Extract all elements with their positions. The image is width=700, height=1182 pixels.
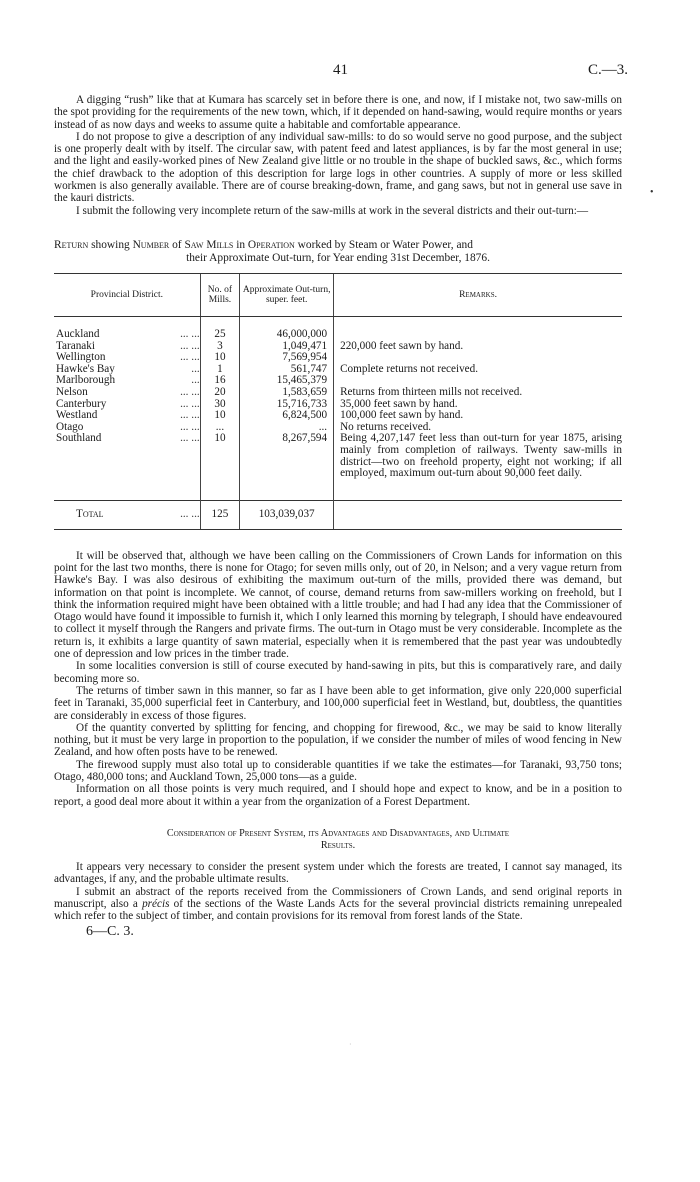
closing-text-italic: précis <box>142 897 170 910</box>
mills-cell: 3 <box>200 341 240 353</box>
closing-paragraph <box>54 886 622 923</box>
body-paragraph: The firewood supply must also total up to considerable quantities if we take the estimates—for Taranaki, 93,750 tons; Otago, 480,000 tons; and Auckland Town, 25,000 tons—as a guide. <box>54 758 622 784</box>
header-mills: No. of Mills. <box>200 273 240 316</box>
mills-cell: 10 <box>200 352 240 364</box>
remarks-cell: 100,000 feet sawn by hand. <box>334 410 622 422</box>
district-name: Westland <box>56 410 98 422</box>
closing-text-part: of the sections of the Waste Lands Acts for the several provincial districts remaining unrepealed which refer to the subject of timber, and contain provisions for its removal from forest lands of the State. <box>54 897 622 923</box>
remarks-cell <box>334 329 622 341</box>
table-caption <box>54 239 622 265</box>
total-mills: 125 <box>200 500 240 529</box>
district-name: Auckland <box>56 328 100 340</box>
table-row <box>54 399 622 411</box>
district-cell <box>54 399 200 411</box>
page-header <box>0 62 700 82</box>
dot-leader: ... <box>191 362 200 375</box>
mills-cell: 20 <box>200 387 240 399</box>
remarks-cell: 35,000 feet sawn by hand. <box>334 399 622 411</box>
dot-leader: ... ... <box>180 351 200 364</box>
table-row <box>54 375 622 387</box>
table-row <box>54 410 622 422</box>
section-heading-line-2: Results. <box>320 840 356 852</box>
dot-leader: ... <box>191 374 200 387</box>
sawmill-return-table <box>54 273 622 530</box>
document-reference: C.—3. <box>587 62 628 78</box>
intro-paragraph: I do not propose to give a description of any individual saw-mills: to do so would serve no good purpose, and the subject is one properly dealt with by itself. The circular saw, with patent feed and latest appliances, is by far the most general in use; and the light and easily-worked pines of New Zealand give little or no trouble in the shape of buckled saws, &c., which forms the chief drawback to the adoption of this description for large logs in other countries. A supply of more or less skilled workmen is also generally available. There are of course breaking-down, frame, and gang saws, but not in general use save in the kauri districts. <box>54 130 622 205</box>
district-name: Taranaki <box>56 340 95 352</box>
district-name: Nelson <box>56 386 88 398</box>
signature-mark: 6—C. 3. <box>86 924 134 940</box>
outturn-cell: 1,583,659 <box>240 387 334 399</box>
district-name: Wellington <box>56 352 106 364</box>
dot-leader: ... ... <box>180 432 200 445</box>
page-number: 41 <box>333 62 348 78</box>
caption-text: in <box>233 238 248 251</box>
body-paragraph: The returns of timber sawn in this manner, so far as I have been able to get information, give only 220,000 superficial feet in Taranaki, 35,000 superficial feet in Canterbury, and 100,000 superficial feet in Westland, but, doubtless, the quantities are considerably in excess of those figures. <box>54 684 622 722</box>
remarks-cell: Being 4,207,147 feet less than out-turn for year 1875, arising mainly from completion of railways. Twenty saw-mills in district—two on freehold property, eight not working; if all employed, maximum out-turn about 90,000 feet daily. <box>334 433 622 479</box>
caption-text: Saw Mills <box>184 238 234 251</box>
mills-cell: 1 <box>200 364 240 376</box>
table-row <box>54 387 622 399</box>
caption-text: of <box>169 238 185 251</box>
outturn-cell: 1,049,471 <box>240 341 334 353</box>
dot-leader: ... ... <box>180 339 200 352</box>
mills-cell: 10 <box>200 410 240 422</box>
outturn-cell: 561,747 <box>240 364 334 376</box>
district-cell <box>54 410 200 422</box>
district-name: Canterbury <box>56 398 107 410</box>
body-paragraph: In some localities conversion is still of course executed by hand-sawing in pits, but this is comparatively rare, and daily becoming more so. <box>54 660 622 685</box>
district-cell <box>54 364 200 376</box>
caption-text: worked by Steam or Water Power, and <box>294 238 473 251</box>
remarks-cell: 220,000 feet sawn by hand. <box>334 341 622 353</box>
table-row <box>54 433 622 479</box>
district-cell <box>54 375 200 387</box>
outturn-cell: ... <box>240 422 334 434</box>
intro-paragraph: I submit the following very incomplete return of the saw-mills at work in the several districts and their out-turn:— <box>76 204 589 217</box>
district-name: Southland <box>56 433 102 445</box>
table-row <box>54 329 622 341</box>
outturn-cell: 6,824,500 <box>240 410 334 422</box>
header-district: Provincial District. <box>54 273 200 316</box>
dot-leader: ... ... <box>180 507 200 520</box>
closing-paragraph: It appears very necessary to consider the present system under which the forests are treated, I cannot say managed, its advantages, if any, and the probable ultimate results. <box>54 860 622 886</box>
remarks-cell: No returns received. <box>334 422 622 434</box>
paper-mark: · <box>349 1040 352 1049</box>
body-paragraph: It will be observed that, although we have been calling on the Commissioners of Crown Lands for information on this point for the last two months, there is none for Otago; for seven mills only, out of 20, in Nelson; and a very vague return from Hawke's Bay. I was also desirous of exhibiting the maximum out-turn of the mills, provided there was demand, but information on that point is incomplete. We cannot, of course, demand returns from saw-millers working on freehold, but I think the information required might have been obtained with a little trouble; and had I had any idea that the Commissioner of Otago would have found it impossible to furnish it, which I only learned this morning by telegraph, I should have endeavoured to collect it myself through the Rangers and private firms. The out-turn in Otago must be very considerable. Incomplete as the return is, it exhibits a large quantity of sawn material, especially when it is remembered that the past year was undoubtedly one of depression and low prices in the timber trade. <box>54 549 622 661</box>
mills-cell: ... <box>200 422 240 434</box>
remarks-cell: Returns from thirteen mills not received. <box>334 387 622 399</box>
table-row <box>54 364 622 376</box>
district-cell <box>54 341 200 353</box>
caption-text: Operation <box>247 238 295 251</box>
intro-paragraph: A digging “rush” like that at Kumara has scarcely set in before there is one, and now, if I mistake not, two saw-mills on the spot providing for the requirements of the new town, which, if it depended on hand-sawing, would require months or years instead of as now days and weeks to assume quite a habitable and comfortable appearance. <box>54 94 622 131</box>
table-body <box>54 316 622 479</box>
total-label-cell <box>54 500 200 529</box>
body-paragraph: Of the quantity converted by splitting for fencing, and chopping for firewood, &c., we may be said to know literally nothing, but it must be very large in proportion to the population, if we consider the number of miles of wood fencing in New Zealand, and how often posts have to be renewed. <box>54 721 622 759</box>
table-header-row <box>54 273 622 316</box>
mills-cell: 10 <box>200 433 240 479</box>
header-remarks: Remarks. <box>334 273 622 316</box>
body-text <box>54 550 622 808</box>
table-row <box>54 341 622 353</box>
caption-lead: Return <box>54 238 89 251</box>
section-heading-line-1: Consideration of Present System, its Advantages and Disadvantages, and Ultimate <box>166 827 510 839</box>
table-spacer <box>54 316 622 329</box>
district-cell <box>54 329 200 341</box>
district-name: Otago <box>56 421 84 433</box>
margin-mark: • <box>650 187 654 198</box>
district-cell <box>54 433 200 479</box>
dot-leader: ... ... <box>180 420 200 433</box>
outturn-cell: 7,569,954 <box>240 352 334 364</box>
district-cell <box>54 422 200 434</box>
mills-cell: 30 <box>200 399 240 411</box>
dot-leader: ... ... <box>180 397 200 410</box>
district-name: Hawke's Bay <box>56 363 115 375</box>
body-paragraph: Information on all those points is very much required, and I should hope and expect to know, and be in a position to report, a good deal more about it within a year from the organization of a Forest Department. <box>54 783 622 808</box>
total-remarks <box>334 500 622 529</box>
outturn-cell: 8,267,594 <box>240 433 334 479</box>
dot-leader: ... ... <box>180 385 200 398</box>
district-cell <box>54 387 200 399</box>
dot-leader: ... ... <box>180 327 200 340</box>
outturn-cell: 15,465,379 <box>240 375 334 387</box>
page-content <box>54 94 622 939</box>
table-row <box>54 352 622 364</box>
district-name: Marlborough <box>56 375 116 387</box>
remarks-cell: Complete returns not received. <box>334 364 622 376</box>
section-heading <box>54 828 622 853</box>
outturn-cell: 15,716,733 <box>240 399 334 411</box>
outturn-cell: 46,000,000 <box>240 329 334 341</box>
remarks-cell <box>334 352 622 364</box>
caption-text: Number <box>132 238 170 251</box>
table-footer <box>54 480 622 530</box>
caption-line-2: their Approximate Out-turn, for Year ending 31st December, 1876. <box>186 251 490 264</box>
closing-text-part: I submit an abstract of the reports received from the Commissioners of Crown Lands, and send original reports in manuscript, also a <box>54 885 622 910</box>
table-spacer <box>54 480 622 501</box>
dot-leader: ... ... <box>180 409 200 422</box>
mills-cell: 16 <box>200 375 240 387</box>
total-outturn: 103,039,037 <box>240 500 334 529</box>
total-row <box>54 500 622 529</box>
total-label: Total <box>76 508 104 520</box>
closing-text <box>54 861 622 922</box>
caption-text: showing <box>88 238 133 251</box>
district-cell <box>54 352 200 364</box>
mills-cell: 25 <box>200 329 240 341</box>
header-outturn: Approximate Out-turn, super. feet. <box>240 273 334 316</box>
